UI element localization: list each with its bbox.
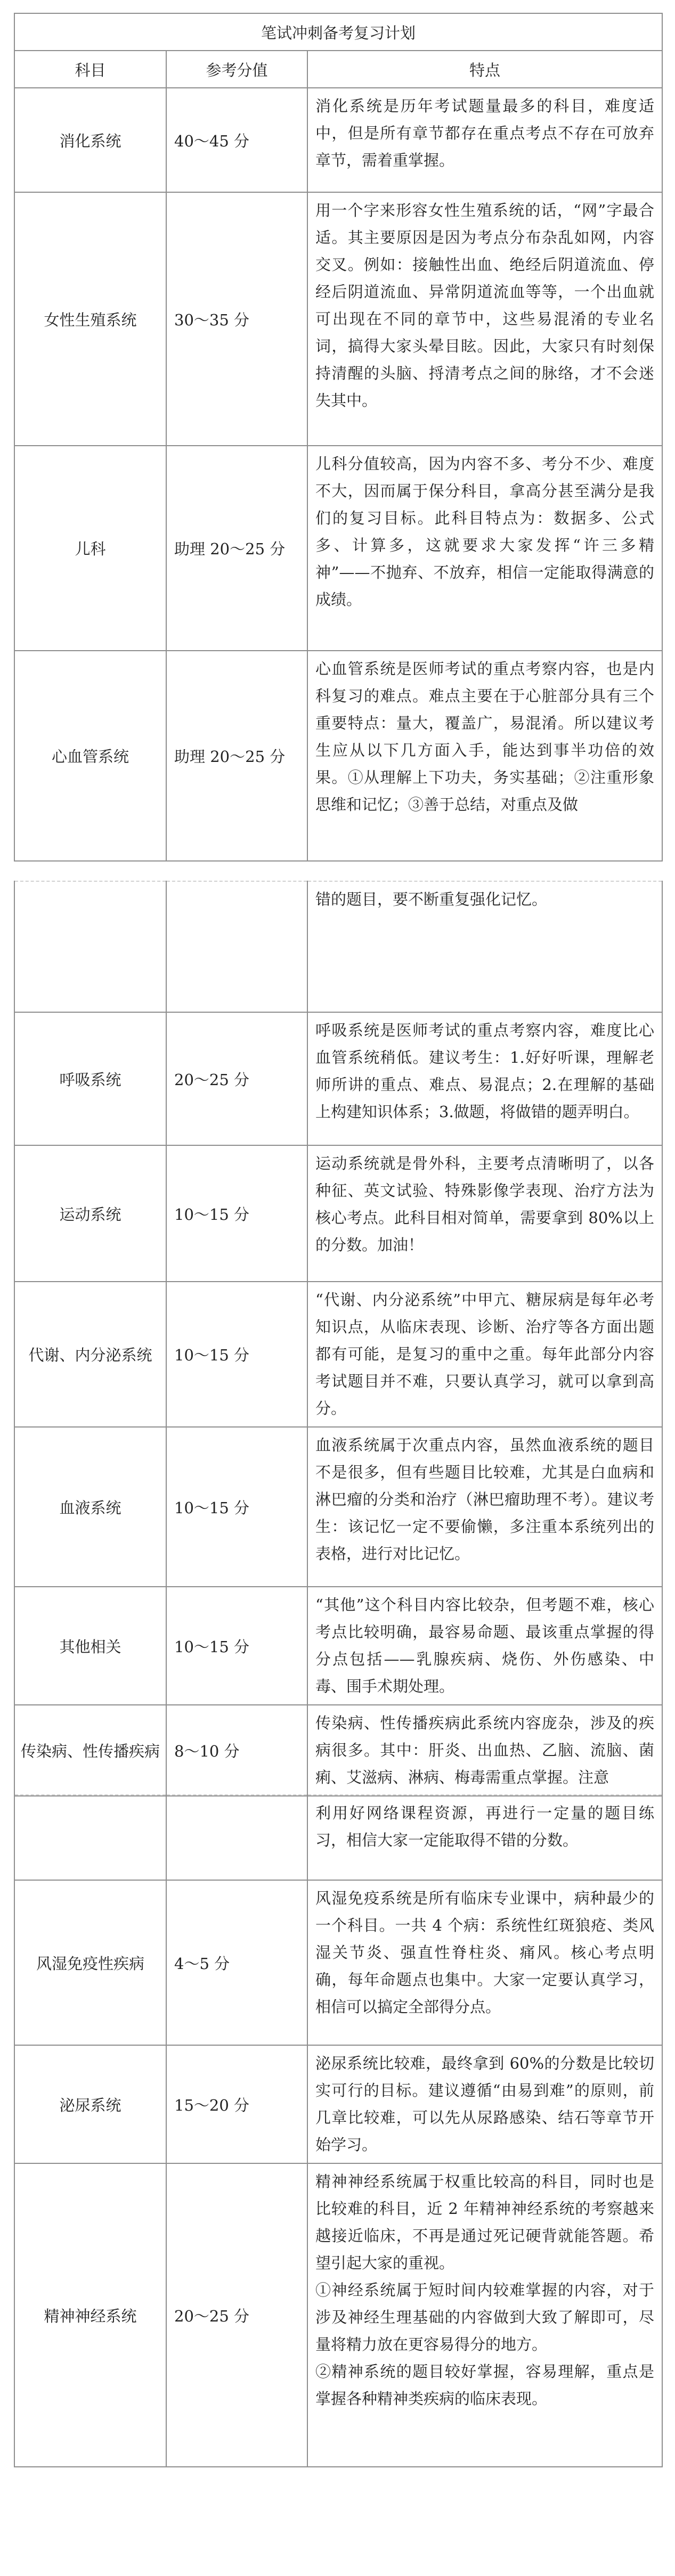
row-score: 8～10 分 — [166, 1705, 307, 1796]
study-plan-table — [14, 13, 663, 862]
row-subject: 血液系统 — [14, 1427, 166, 1587]
table-segment-1 — [14, 13, 662, 862]
row-subject: 消化系统 — [14, 88, 166, 192]
row-score: 30～35 分 — [166, 192, 307, 446]
table-segment-3 — [14, 1794, 662, 2467]
row-feature-point-2: ②精神系统的题目较好掌握，容易理解，重点是掌握各种精神类疾病的临床表现。 — [315, 2362, 654, 2408]
row-subject: 女性生殖系统 — [14, 192, 166, 446]
row-score: 10～15 分 — [166, 1145, 307, 1282]
row-feature: 传染病、性传播疾病此系统内容庞杂，涉及的疾病很多。其中：肝炎、出血热、乙脑、流脑、菌痢、艾滋病、淋病、梅毒需重点掌握。注意 — [307, 1705, 662, 1796]
table-row — [14, 1587, 662, 1705]
table-row — [14, 1145, 662, 1282]
row-feature: “代谢、内分泌系统”中甲亢、糖尿病是每年必考知识点，从临床表现、诊断、治疗等各方面出题都有可能，是复习的重中之重。每年此部分内容考试题目并不难，只要认真学习，就可以拿到高分。 — [307, 1282, 662, 1427]
table-row — [14, 1282, 662, 1427]
table-row — [14, 1705, 662, 1796]
row-subject: 风湿免疫性疾病 — [14, 1880, 166, 2045]
study-plan-table-continued — [14, 881, 663, 1796]
table-row — [14, 1012, 662, 1145]
row-feature: 心血管系统是医师考试的重点考察内容，也是内科复习的难点。难点主要在于心脏部分具有三个重要特点：量大，覆盖广，易混淆。所以建议考生应从以下几方面入手，能达到事半功倍的效果。①从理解上下功夫，务实基础；②注重形象思维和记忆；③善于总结，对重点及做 — [307, 651, 662, 861]
row-score: 20～25 分 — [166, 2163, 307, 2467]
row-score: 4～5 分 — [166, 1880, 307, 2045]
row-feature-continued: 错的题目，要不断重复强化记忆。 — [307, 881, 662, 1012]
table-row-continued — [14, 1795, 662, 1880]
row-feature: 泌尿系统比较难，最终拿到 60%的分数是比较切实可行的目标。建议遵循“由易到难”的原则，前几章比较难，可以先从尿路感染、结石等章节开始学习。 — [307, 2045, 662, 2163]
study-plan-table-continued-2 — [14, 1794, 663, 2467]
row-feature: 血液系统属于次重点内容，虽然血液系统的题目不是很多，但有些题目比较难，尤其是白血病和淋巴瘤的分类和治疗（淋巴瘤助理不考）。建议考生：该记忆一定不要偷懒，多注重本系统列出的表格，进行对比记忆。 — [307, 1427, 662, 1587]
row-subject: 儿科 — [14, 446, 166, 651]
table-row — [14, 2045, 662, 2163]
row-subject: 代谢、内分泌系统 — [14, 1282, 166, 1427]
table-row — [14, 446, 662, 651]
row-feature: 消化系统是历年考试题量最多的科目，难度适中，但是所有章节都存在重点考点不存在可放弃章节，需着重掌握。 — [307, 88, 662, 192]
table-row-continued — [14, 881, 662, 1012]
row-subject: 精神神经系统 — [14, 2163, 166, 2467]
table-row — [14, 1880, 662, 2045]
table-row — [14, 192, 662, 446]
row-feature-block — [307, 2163, 662, 2467]
row-feature: “其他”这个科目内容比较杂，但考题不难，核心考点比较明确，最容易命题、最该重点掌握的得分点包括——乳腺疾病、烧伤、外伤感染、中毒、围手术期处理。 — [307, 1587, 662, 1705]
row-feature: 呼吸系统是医师考试的重点考察内容，难度比心血管系统稍低。建议考生：1.好好听课，理解老师所讲的重点、难点、易混点；2.在理解的基础上构建知识体系；3.做题，将做错的题弄明白。 — [307, 1012, 662, 1145]
row-feature: 运动系统就是骨外科，主要考点清晰明了，以各种征、英文试验、特殊影像学表现、治疗方法为核心考点。此科目相对简单，需要拿到 80%以上的分数。加油！ — [307, 1145, 662, 1282]
row-subject: 其他相关 — [14, 1587, 166, 1705]
row-subject: 呼吸系统 — [14, 1012, 166, 1145]
row-feature-point-1: ①神经系统属于短时间内较难掌握的内容，对于涉及神经生理基础的内容做到大致了解即可，尽量将精力放在更容易得分的地方。 — [315, 2281, 654, 2353]
header-score: 参考分值 — [166, 51, 307, 88]
row-feature: 儿科分值较高，因为内容不多、考分不少、难度不大，因而属于保分科目，拿高分甚至满分是我们的复习目标。此科目特点为：数据多、公式多、计算多，这就要求大家发挥“许三多精神”——不抛弃、不放弃，相信一定能取得满意的成绩。 — [307, 446, 662, 651]
header-feature: 特点 — [307, 51, 662, 88]
row-feature: 用一个字来形容女性生殖系统的话，“网”字最合适。其主要原因是因为考点分布杂乱如网，内容交叉。例如：接触性出血、绝经后阴道流血、停经后阴道流血、异常阴道流血等等，一个出血就可出现在不同的章节中，这些易混淆的专业名词，搞得大家头晕目眩。因此，大家只有时刻保持清醒的头脑、捋清考点之间的脉络，才不会迷失其中。 — [307, 192, 662, 446]
row-subject: 心血管系统 — [14, 651, 166, 861]
row-feature-continued: 利用好网络课程资源，再进行一定量的题目练习，相信大家一定能取得不错的分数。 — [307, 1795, 662, 1880]
row-feature: 风湿免疫系统是所有临床专业课中，病种最少的一个科目。一共 4 个病：系统性红斑狼疮、类风湿关节炎、强直性脊柱炎、痛风。核心考点明确，每年命题点也集中。大家一定要认真学习，相信可以搞定全部得分点。 — [307, 1880, 662, 2045]
table-row — [14, 1427, 662, 1587]
row-score: 助理 20～25 分 — [166, 651, 307, 861]
row-score: 10～15 分 — [166, 1282, 307, 1427]
table-row — [14, 88, 662, 192]
row-score: 10～15 分 — [166, 1587, 307, 1705]
header-subject: 科目 — [14, 51, 166, 88]
row-subject: 运动系统 — [14, 1145, 166, 1282]
table-row — [14, 651, 662, 861]
table-row — [14, 2163, 662, 2467]
row-score: 助理 20～25 分 — [166, 446, 307, 651]
row-score: 20～25 分 — [166, 1012, 307, 1145]
table-title: 笔试冲刺备考复习计划 — [14, 13, 662, 51]
row-score: 40～45 分 — [166, 88, 307, 192]
row-subject: 泌尿系统 — [14, 2045, 166, 2163]
table-segment-2 — [14, 881, 662, 1796]
row-feature: 精神神经系统属于权重比较高的科目，同时也是比较难的科目，近 2 年精神神经系统的考察越来越接近临床，不再是通过死记硬背就能答题。希望引起大家的重视。 — [315, 2172, 654, 2272]
row-score: 10～15 分 — [166, 1427, 307, 1587]
row-score: 15～20 分 — [166, 2045, 307, 2163]
row-subject: 传染病、性传播疾病 — [14, 1705, 166, 1796]
